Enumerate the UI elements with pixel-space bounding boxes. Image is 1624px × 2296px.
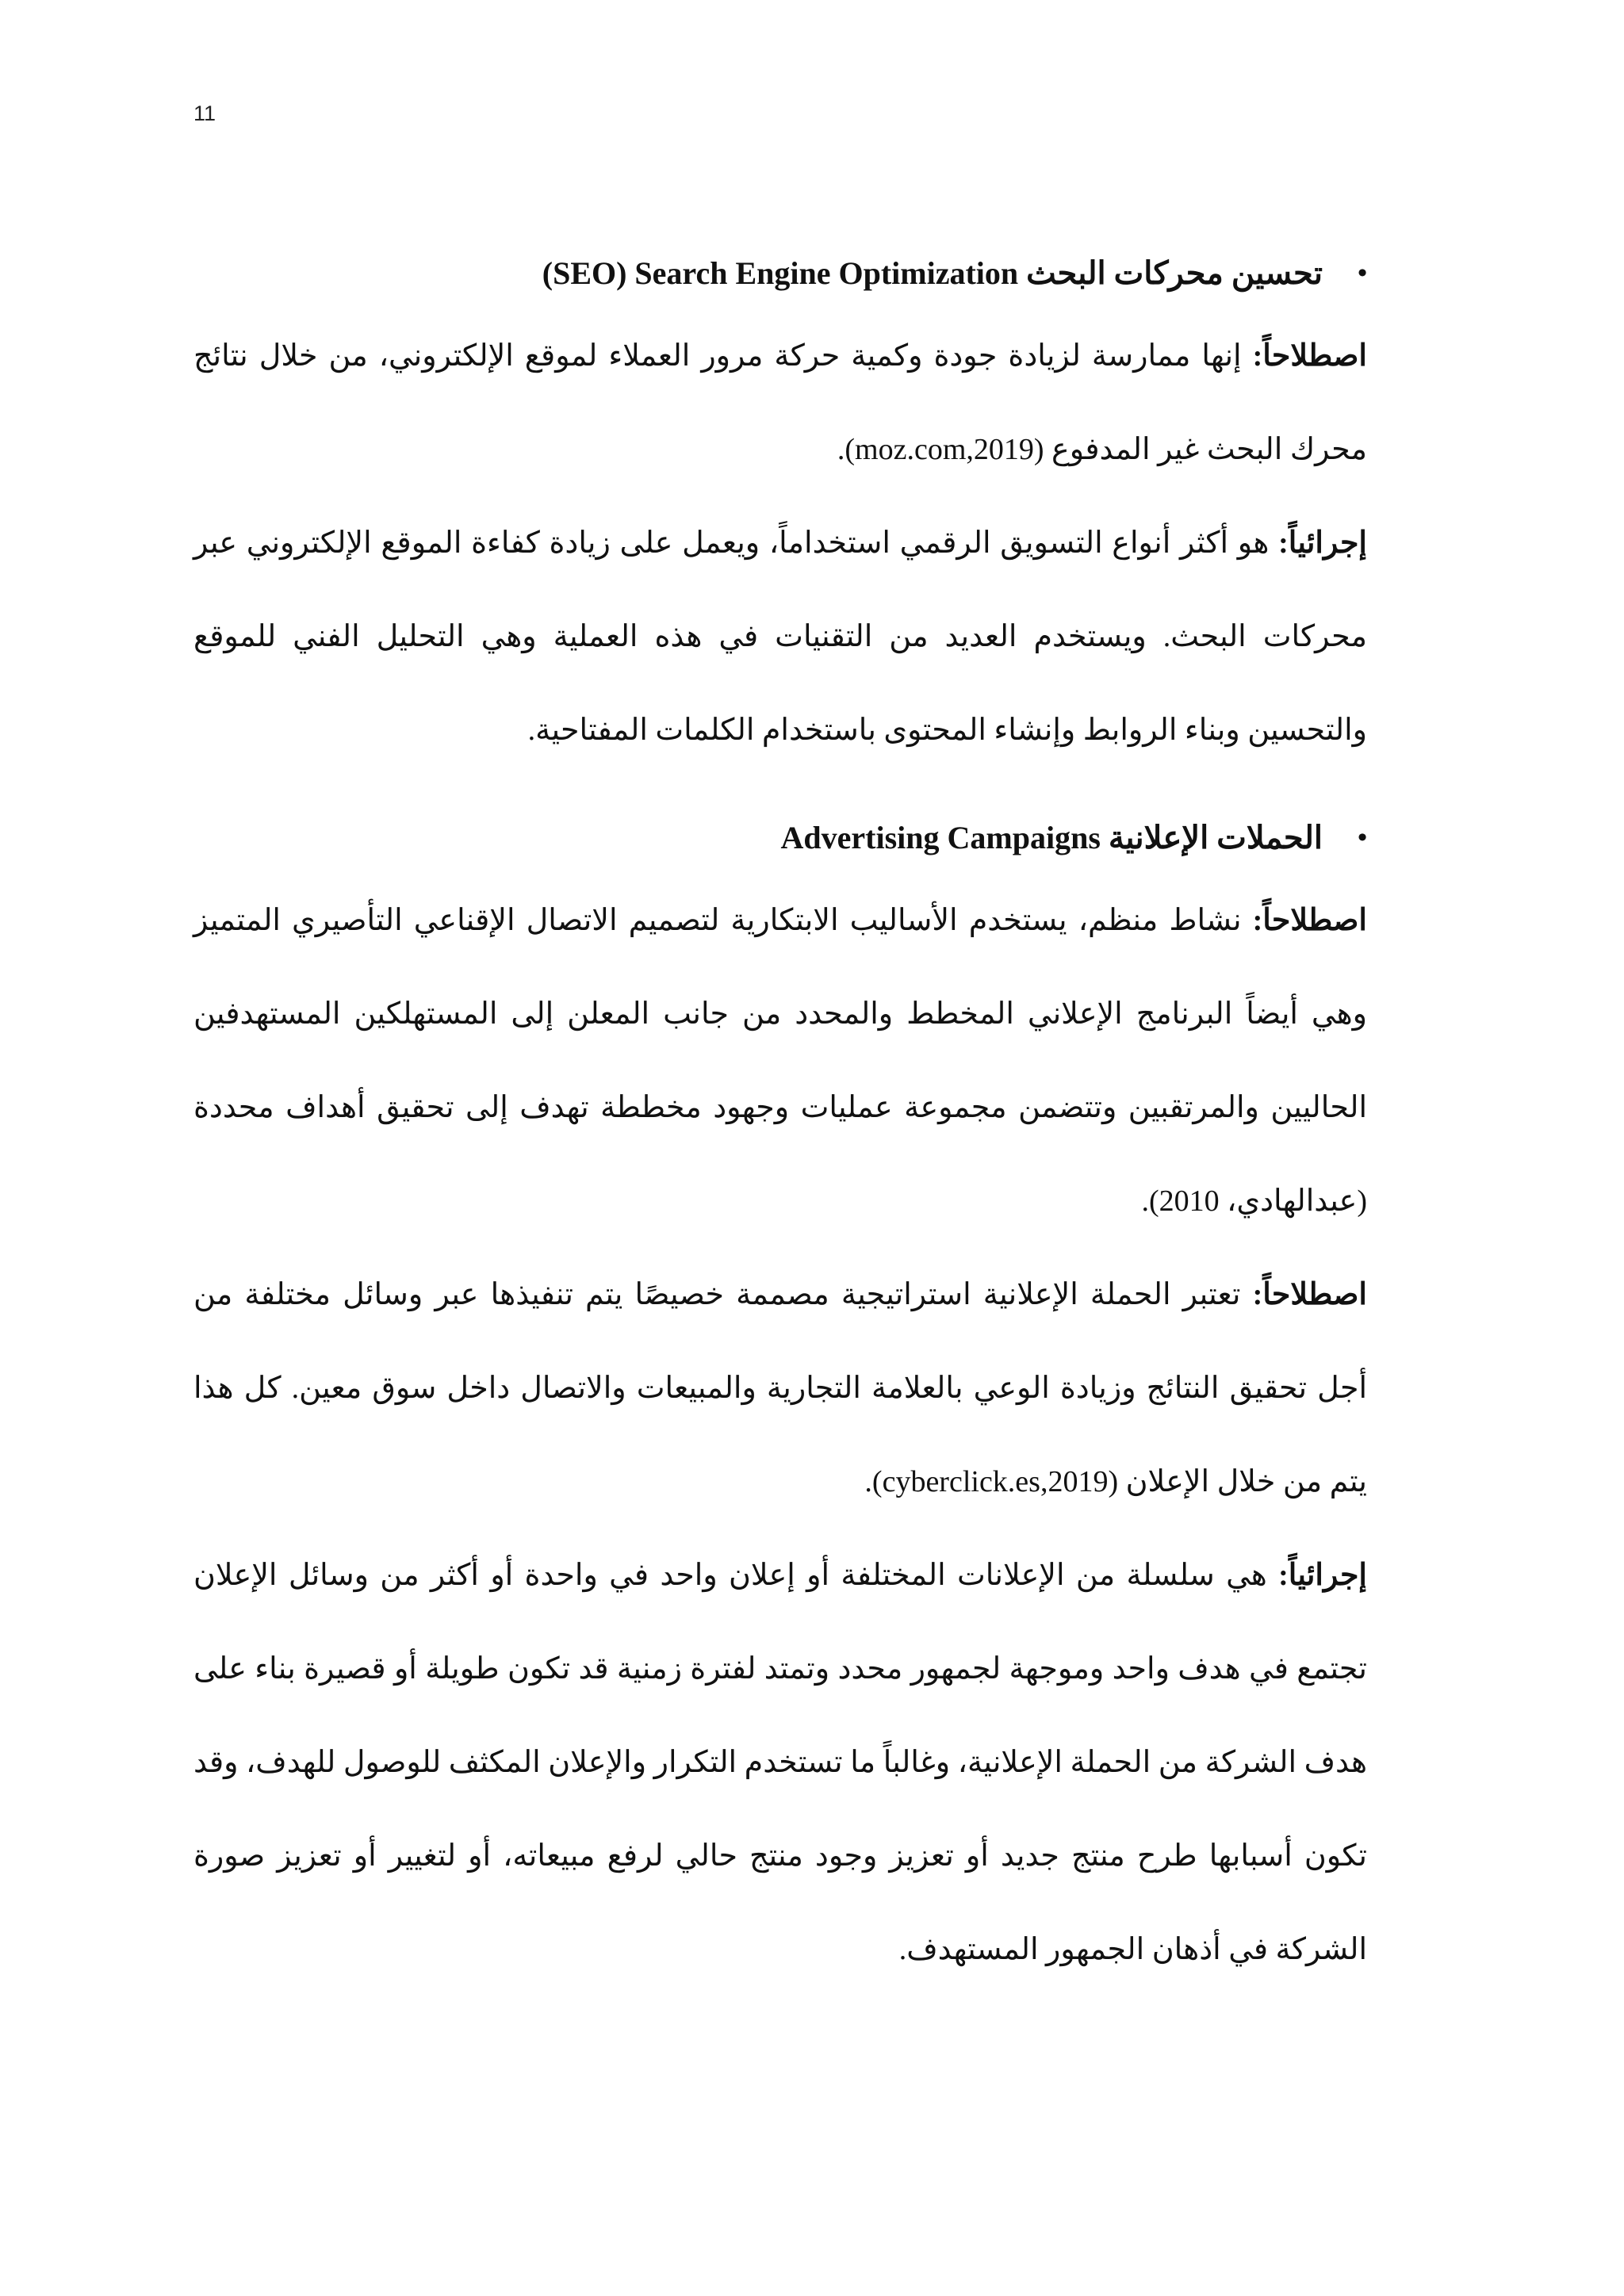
- term-label: اصطلاحاً:: [1252, 1278, 1367, 1311]
- heading-english: (SEO) Search Engine Optimization: [542, 255, 1019, 291]
- bullet-icon: •: [1358, 823, 1367, 852]
- paragraph-seo-operational: [193, 496, 1367, 777]
- paragraph-end: .: [864, 1465, 872, 1498]
- heading-arabic: الحملات الإعلانية: [1108, 820, 1323, 855]
- paragraph-text: إنها ممارسة لزيادة جودة وكمية حركة مرور العملاء لموقع الإلكتروني، من خلال نتائج محرك البحث غير المدفوع: [193, 339, 1367, 466]
- term-label: اصطلاحاً:: [1252, 904, 1367, 937]
- page-number: 11: [193, 101, 216, 125]
- paragraph-campaign-operational: [193, 1529, 1367, 1996]
- heading-arabic: تحسين محركات البحث: [1026, 255, 1323, 291]
- citation: (عبدالهادي، 2010): [1148, 1184, 1367, 1218]
- section-heading-campaigns: [193, 802, 1367, 874]
- paragraph-campaign-definition-1: [193, 874, 1367, 1248]
- term-label: إجرائياً:: [1278, 526, 1367, 560]
- paragraph-text: تعتبر الحملة الإعلانية استراتيجية مصممة خصيصًا يتم تنفيذها عبر وسائل مختلفة من أجل تحقيق النتائج وزيادة الوعي بالعلامة التجارية والمبيعات والاتصال داخل سوق معين. كل هذا يتم من خلال الإعلان: [193, 1278, 1367, 1498]
- paragraph-text: هو أكثر أنواع التسويق الرقمي استخداماً، ويعمل على زيادة كفاءة الموقع الإلكتروني عبر محركات البحث. ويستخدم العديد من التقنيات في هذه العملية وهي التحليل الفني للموقع والتحسين وبناء الروابط وإنشاء المحتوى باستخدام الكلمات المفتاحية.: [193, 526, 1367, 747]
- paragraph-campaign-definition-2: [193, 1248, 1367, 1529]
- paragraph-end: .: [837, 433, 845, 466]
- bullet-icon: •: [1358, 258, 1367, 288]
- paragraph-seo-definition: [193, 309, 1367, 496]
- paragraph-text: هي سلسلة من الإعلانات المختلفة أو إعلان واحد في واحدة أو أكثر من وسائل الإعلان تجتمع في هدف واحد وموجهة لجمهور محدد وتمتد لفترة زمنية قد تكون طويلة أو قصيرة بناء على هدف الشركة من الحملة الإعلانية، وغالباً ما تستخدم التكرار والإعلان المكثف للوصول للهدف، وقد تكون أسبابها طرح منتج جديد أو تعزيز وجود منتج حالي لرفع مبيعاته، أو لتغيير أو تعزيز صورة الشركة في أذهان الجمهور المستهدف.: [193, 1559, 1367, 1966]
- citation: (cyberclick.es,2019): [871, 1465, 1119, 1498]
- section-heading-seo: [193, 238, 1367, 309]
- citation: (moz.com,2019): [845, 433, 1044, 466]
- term-label: اصطلاحاً:: [1252, 339, 1367, 373]
- paragraph-end: .: [1141, 1184, 1149, 1218]
- paragraph-text: نشاط منظم، يستخدم الأساليب الابتكارية لتصميم الاتصال الإقناعي التأصيري المتميز وهي أيضاً البرنامج الإعلاني المخطط والمحدد من جانب المعلن إلى المستهلكين المستهدفين الحاليين والمرتقبين وتتضمن مجموعة عمليات وجهود مخططة تهدف إلى تحقيق أهداف محددة: [193, 904, 1367, 1124]
- term-label: إجرائياً:: [1278, 1559, 1367, 1592]
- heading-english: Advertising Campaigns: [780, 820, 1101, 855]
- document-body: [193, 238, 1367, 1996]
